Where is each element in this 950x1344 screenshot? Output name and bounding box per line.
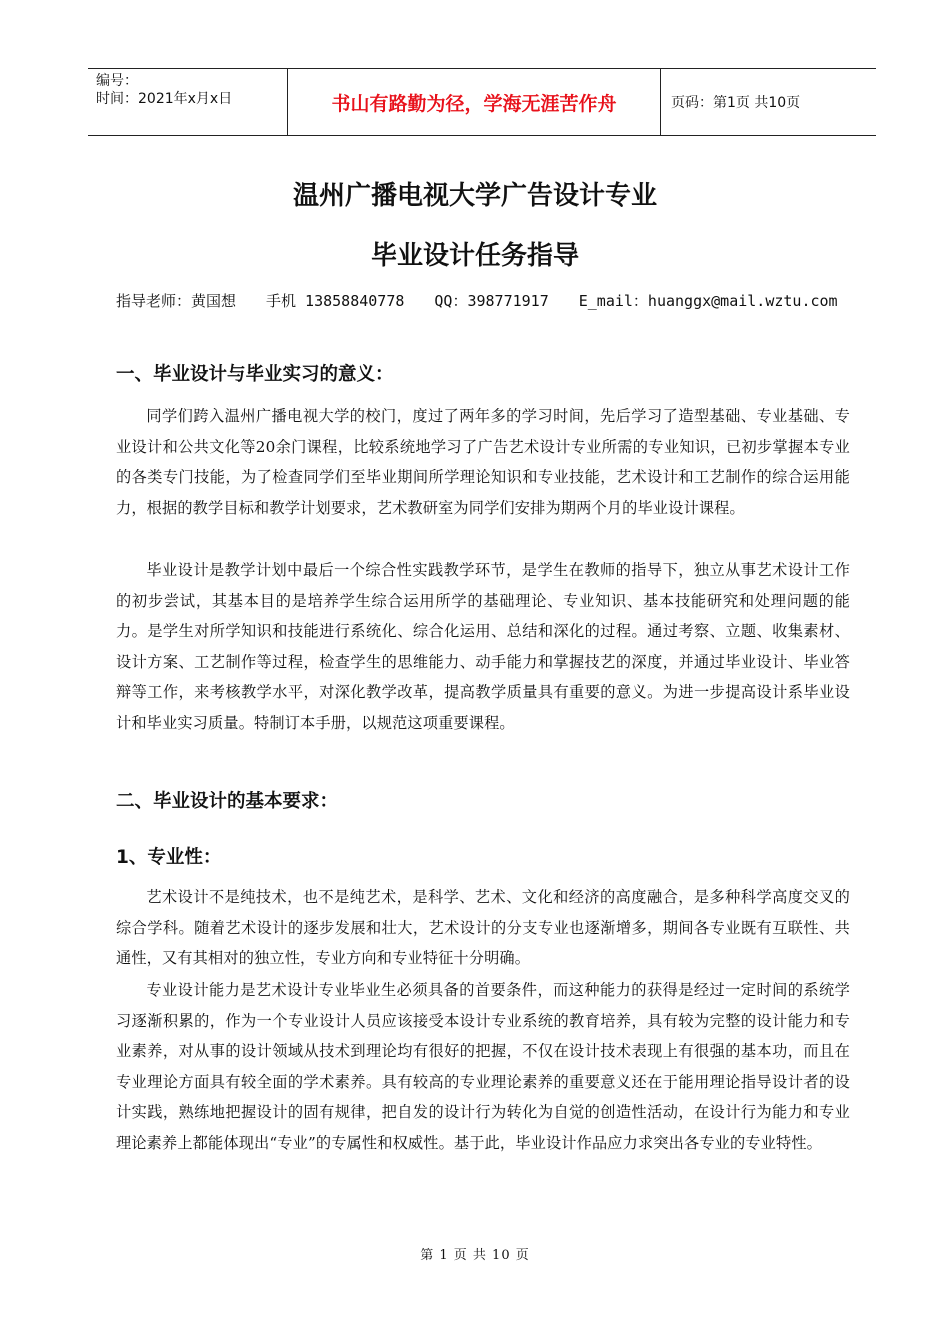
- section-1-paragraph-1: 同学们跨入温州广播电视大学的校门，度过了两年多的学习时间，先后学习了造型基础、专业基础、专业设计和公共文化等20余门课程，比较系统地学习了广告艺术设计专业所需的专业知识，已初步掌握本专业的各类专门技能，为了检查同学们至毕业期间所学理论知识和专业技能，艺术设计和工艺制作的综合运用能力，根据的教学目标和教学计划要求，艺术教研室为同学们安排为期两个月的毕业设计课程。: [116, 407, 850, 517]
- section-2-heading: 二、毕业设计的基本要求：: [116, 791, 339, 812]
- instructor-info: [116, 286, 840, 317]
- number-label: 编号：: [96, 73, 138, 89]
- teacher-phone: 手机 13858840778: [266, 292, 405, 310]
- teacher-email: E_mail：huanggx@mail.wztu.com: [578, 292, 838, 310]
- section-2-paragraph-2: 专业设计能力是艺术设计专业毕业生必须具备的首要条件，而这种能力的获得是经过一定时间的系统学习逐渐积累的，作为一个专业设计人员应该接受本设计专业系统的教育培养，具有较为完整的设计能力和专业素养，对从事的设计领域从技术到理论均有很好的把握，不仅在设计技术表现上有很强的基本功，而且在专业理论方面具有较全面的学术素养。具有较高的专业理论素养的重要意义还在于能用理论指导设计者的设计实践，熟练地把握设计的固有规律，把自发的设计行为转化为自觉的创造性活动，在设计行为能力和专业理论素养上都能体现出“专业”的专属性和权威性。基于此，毕业设计作品应力求突出各专业的专业特性。: [116, 981, 850, 1152]
- header-page-label: 页码：第1页 共10页: [671, 95, 801, 111]
- page-header: [88, 68, 876, 136]
- section-2-paragraph-1: 艺术设计不是纯技术，也不是纯艺术，是科学、艺术、文化和经济的高度融合，是多种科学高度交叉的综合学科。随着艺术设计的逐步发展和壮大，艺术设计的分支专业也逐渐增多，期间各专业既有互联性、共通性，又有其相对的独立性，专业方向和专业特征十分明确。: [116, 888, 850, 967]
- header-info-cell: [88, 69, 288, 135]
- section-2-subheading-1: 1、专业性：: [116, 847, 222, 868]
- teacher-name: 指导老师：黄国想: [116, 292, 237, 310]
- section-1-paragraph-2: 毕业设计是教学计划中最后一个综合性实践教学环节，是学生在教师的指导下，独立从事艺术设计工作的初步尝试，其基本目的是培养学生综合运用所学的基础理论、专业知识、基本技能研究和处理问题的能力。是学生对所学知识和技能进行系统化、综合化运用、总结和深化的过程。通过考察、立题、收集素材、设计方案、工艺制作等过程，检查学生的思维能力、动手能力和掌握技艺的深度，并通过毕业设计、毕业答辩等工作，来考核教学水平，对深化教学改革，提高教学质量具有重要的意义。为进一步提高设计系毕业设计和毕业实习质量。特制订本手册，以规范这项重要课程。: [116, 561, 850, 732]
- section-1-heading: 一、毕业设计与毕业实习的意义：: [116, 364, 394, 385]
- document-subtitle: 毕业设计任务指导: [370, 241, 579, 271]
- time-label: 时间：2021年x月x日: [96, 91, 233, 107]
- header-motto: 书山有路勤为径，学海无涯苦作舟: [288, 69, 661, 135]
- teacher-qq: QQ：398771917: [434, 292, 549, 310]
- page-footer: 第 1 页 共 10 页: [420, 1248, 530, 1263]
- document-title: 温州广播电视大学广告设计专业: [292, 181, 657, 211]
